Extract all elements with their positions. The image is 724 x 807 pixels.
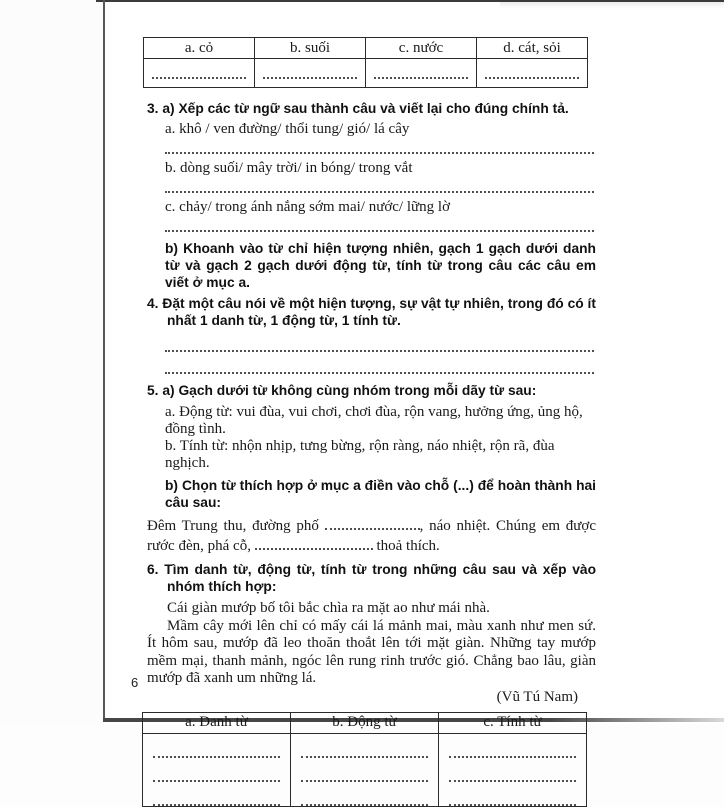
worksheet-content xyxy=(147,37,596,807)
word-sort-answer-row xyxy=(144,59,588,88)
answer-cell xyxy=(255,59,366,88)
answer-cell xyxy=(144,59,255,88)
dotted-answer-line xyxy=(153,734,280,758)
photo-background-strip xyxy=(0,0,103,724)
exercise-3-item-b: b. dòng suối/ mây trời/ in bóng/ trong vắt xyxy=(165,160,413,176)
word-sort-col-d: d. cát, sỏi xyxy=(477,38,588,59)
dotted-answer-line xyxy=(165,180,594,193)
word-class-answer-row xyxy=(143,733,587,806)
exercise-4-heading: 4. Đặt một câu nói về một hiện tượng, sự vật tự nhiên, trong đó có ít nhất 1 danh từ, 1 động từ, 1 tính từ. xyxy=(147,296,596,328)
dotted-answer-line xyxy=(165,219,594,232)
word-class-header-row xyxy=(143,712,587,733)
page-number: 6 xyxy=(131,675,139,690)
exercise-5-heading: 5. a) Gạch dưới từ không cùng nhóm trong mỗi dãy từ sau: xyxy=(147,383,537,398)
answer-cell xyxy=(291,733,439,806)
word-class-col-verb: b. Động từ xyxy=(291,712,439,733)
exercise-5-line-b: b. Tính từ: nhộn nhịp, tưng bừng, rộn ràng, náo nhiệt, rộn rã, đùa nghịch. xyxy=(165,438,555,471)
word-class-col-noun: a. Danh từ xyxy=(143,712,291,733)
dotted-answer-line xyxy=(153,782,280,806)
answer-cell xyxy=(439,733,587,806)
page-left-edge xyxy=(103,0,105,719)
dotted-answer-line xyxy=(301,734,428,758)
word-sort-col-b: b. suối xyxy=(255,38,366,59)
fill-text-3: phá cỗ, xyxy=(207,537,251,554)
answer-cell xyxy=(143,733,291,806)
dotted-answer-line xyxy=(301,758,428,782)
exercise-6-passage: Mầm cây mới lên chỉ có mấy cái lá mảnh mai, màu xanh như men sứ. Ít hôm sau, mướp đã leo thoăn thoắt lên tới mặt giàn. Những tay mướp mềm mại, thanh mảnh, ngóc lên rung rinh trước gió. Chẳng bao lâu, giàn mướp đã xanh um những lá. xyxy=(147,617,596,686)
exercise-5b-fill-sentence xyxy=(147,516,596,555)
dotted-answer-line xyxy=(152,65,246,79)
word-class-table xyxy=(142,712,587,807)
fill-text-2: , náo nhiệt. Chúng em được rước đèn, xyxy=(147,518,597,554)
exercise-5b-heading: b) Chọn từ thích hợp ở mục a điền vào chỗ (...) để hoàn thành hai câu sau: xyxy=(165,478,596,510)
word-class-col-adjective: c. Tính từ xyxy=(439,712,587,733)
exercise-5-line-a: a. Động từ: vui đùa, vui chơi, chơi đùa, rộn vang, hưởng ứng, ủng hộ, đồng tình. xyxy=(165,404,583,437)
word-sort-col-c: c. nước xyxy=(366,38,477,59)
dotted-answer-line xyxy=(263,65,357,79)
fill-blank-1 xyxy=(325,516,420,530)
dotted-answer-line xyxy=(165,141,594,154)
dotted-answer-line xyxy=(449,734,576,758)
dotted-answer-line xyxy=(449,782,576,806)
fill-blank-2 xyxy=(255,536,373,550)
passage-attribution: (Vũ Tú Nam) xyxy=(496,688,578,705)
exercise-6-heading: 6. Tìm danh từ, động từ, tính từ trong những câu sau và xếp vào nhóm thích hợp: xyxy=(147,562,596,594)
exercise-3b-heading: b) Khoanh vào từ chỉ hiện tượng nhiên, gạch 1 gạch dưới danh từ và gạch 2 gạch dưới động từ, tính từ trong câu các câu em viết ở mục a. xyxy=(165,241,596,290)
word-sort-col-a: a. cỏ xyxy=(144,38,255,59)
answer-cell xyxy=(366,59,477,88)
dotted-answer-line xyxy=(485,65,579,79)
word-sort-table-header-row xyxy=(144,38,588,59)
dotted-answer-line xyxy=(165,361,594,374)
exercise-3-item-c: c. chảy/ trong ánh nắng sớm mai/ nước/ lững lờ xyxy=(165,199,450,215)
exercise-6-sentence: Cái giàn mướp bố tôi bắc chìa ra mặt ao như mái nhà. xyxy=(167,600,490,616)
exercise-3-heading: 3. a) Xếp các từ ngữ sau thành câu và viết lại cho đúng chính tả. xyxy=(147,101,569,116)
answer-cell xyxy=(477,59,588,88)
dotted-answer-line xyxy=(449,758,576,782)
dotted-answer-line xyxy=(374,65,468,79)
fill-text-1: Đêm Trung thu, đường phố xyxy=(147,518,319,534)
dotted-answer-line xyxy=(165,339,594,352)
dotted-answer-line xyxy=(153,758,280,782)
exercise-3-item-a: a. khô / ven đường/ thổi tung/ gió/ lá cây xyxy=(165,121,410,137)
dotted-answer-line xyxy=(301,782,428,806)
fill-text-4: thoả thích. xyxy=(376,537,440,554)
word-sort-table xyxy=(143,37,588,88)
page-top-shadow xyxy=(500,2,724,8)
